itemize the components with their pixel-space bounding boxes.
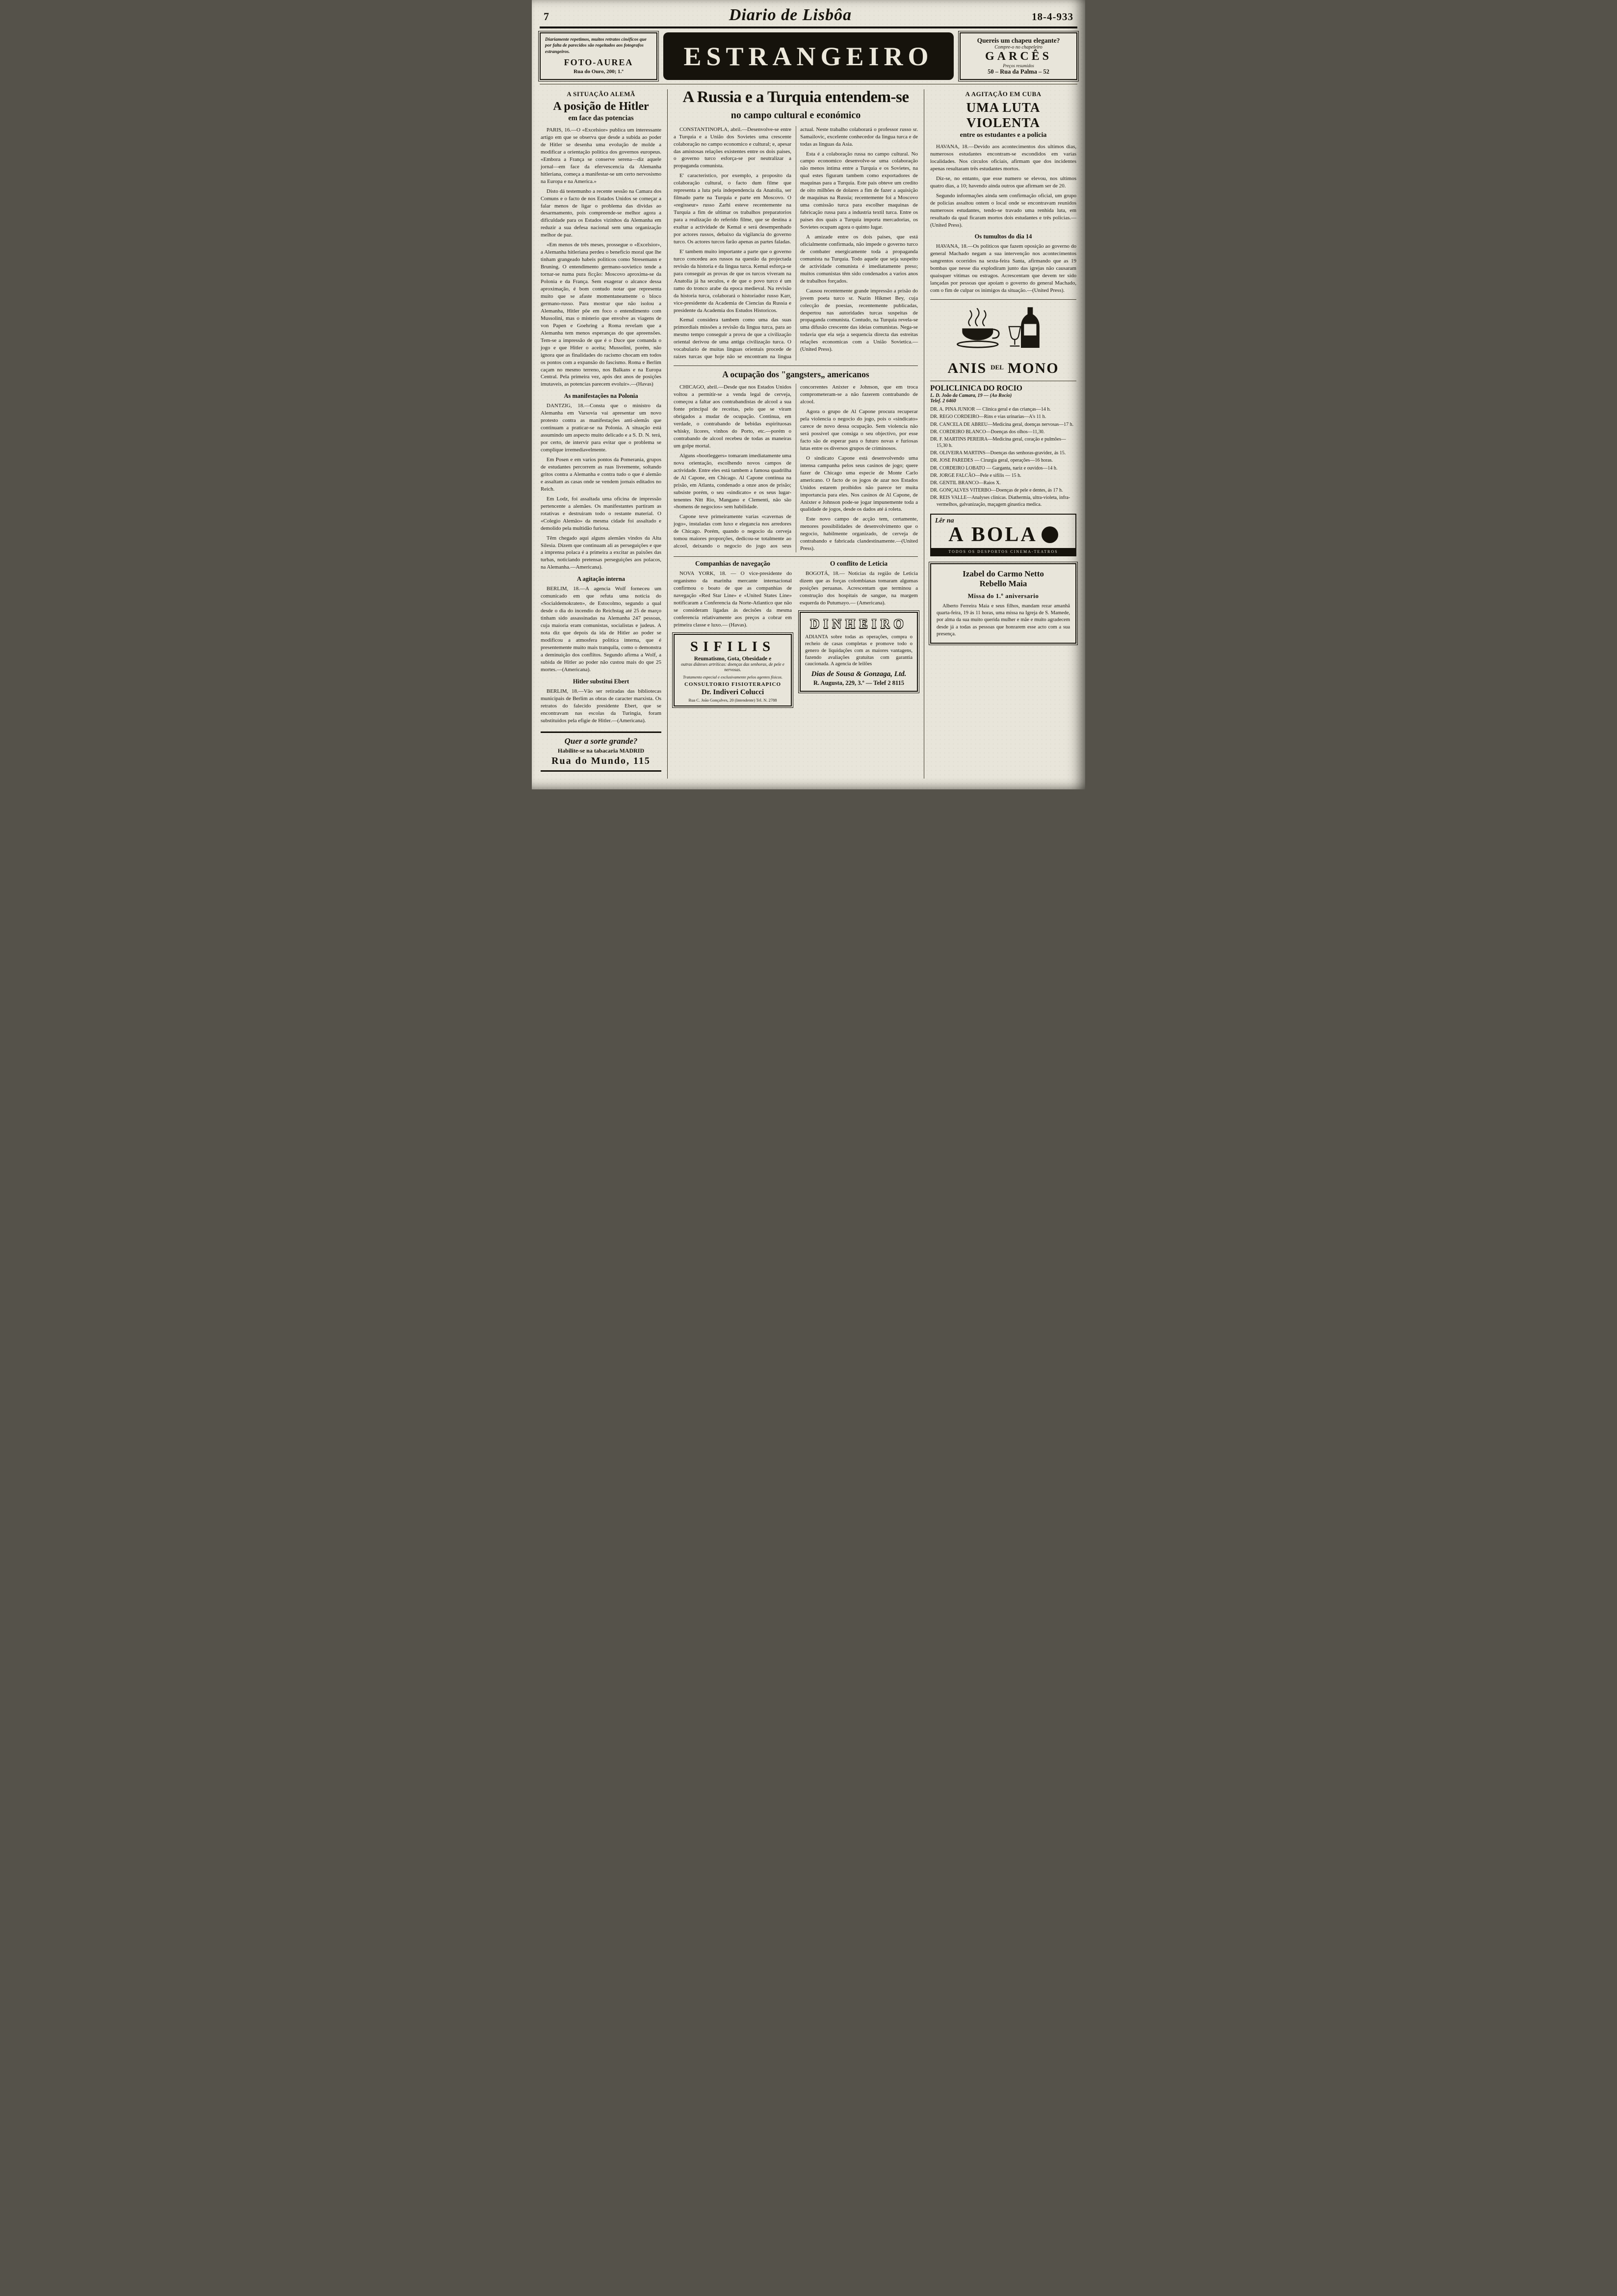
doctor-entry: DR. GONÇALVES VITERBO—Doenças de pele e dentes, ás 17 h.	[930, 488, 1063, 494]
ad-sifilis-doctor: Dr. Indiveri Colucci	[701, 688, 764, 697]
doctor-entry: DR. REIS VALLE—Analyses clinicas. Diathermia, ultra-violeta, infra-vermelhos, galvanização, maçagem ginastica medica.	[930, 495, 1070, 507]
main-headline: A Russia e a Turquia entendem-se	[682, 88, 909, 106]
ad-bola-tagline: TODOS OS DESPORTOS CINEMA-TEATROS	[931, 548, 1075, 555]
paragraph: Alguns «bootleggers» tomaram imediatamente uma nova orientação, escolhendo novos campos de actividade. Entre eles está tambem a famosa quadrilha de Al Capone, em Chicago. Al Capone continua na prisão, em Atlanta, condenado a onze anos de prisão; subsiste porém, o seu «sindicato» e os seus lugar-tenentes Nitt Rio, Mangano e Clementi, não são «homens de negocios» sem habilidade.	[674, 452, 791, 510]
paragraph: PARIS, 16.—O «Excelsior» publica um interessante artigo em que se observa que desde a subida ao poder de Hitler se desenha uma evolução de molde a modificar a orientação politica dos governos europeus. «Embora a França se conserve serena—diz aquele jornal—em face da efervescencia da Alemanha hitleriana, começa a manifestar-se um certo nervosismo na Europa e na America.»	[541, 127, 661, 184]
ad-sifilis-line3: Tratamento especial e exclusivamente pelos agentes físicos.	[682, 675, 783, 680]
ad-sifilis-address: Rua C. João Gonçalves, 20 (Intendente) Tel. N. 2788	[688, 698, 777, 703]
doctor-entry: DR. OLIVEIRA MARTINS—Doenças das senhoras-gravidez, ás 15.	[930, 450, 1066, 456]
paragraph: CONSTANTINOPLA, abril.—Desenvolve-se entre a Turquia e a União dos Sovietes uma crescente colaboração no campo economico e cultural; e, apesar das amistosas relações existentes entre os dois paises, o governo turco esforça-se por neutralizar a propaganda comunista.	[674, 126, 791, 169]
doctor-entry: DR. JOSE PAREDES — Cirurgia geral, operações—16 horas.	[930, 458, 1053, 464]
ad-sifilis-title: SIFILIS	[690, 638, 776, 654]
doctor-entry: DR. CANCELA DE ABREU—Medicina geral, doenças nervosas—17 h.	[930, 421, 1074, 427]
ad-foto-aurea-address: Rua do Ouro, 200; 1.º	[574, 69, 624, 75]
ad-foto-aurea-blurb: Diariamente repetimos, muitos retratos cinéficos que por falta de parecidos são regeitados aos fotografos estrangeiros.	[545, 37, 647, 54]
right-headline: UMA LUTA VIOLENTA	[966, 100, 1041, 130]
ad-madrid-line3: Rua do Mundo, 115	[551, 755, 651, 766]
paragraph: E' caracteristico, por exemplo, a proposito da colaboração cultural, o facto dum filme que representa a luta pela independencia da Anatolia, ser filmado parte na Turquia e parte em Moscovo. O «regisseur» russo Zarhi esteve recentemente na Turquia a fim de ultimar os trabalhos preparatorios para a realização do referido filme, que se destina a exaltar a actividade de Kemal e será desempenhado por actores russos, debaixo da vigilancia do governo turco. Os actores turcos farão apenas as partes faladas.	[674, 173, 791, 245]
mass-notice-name-line1: Izabel do Carmo Netto	[963, 569, 1044, 578]
doctor-entry: DR. A. PINA JUNIOR — Clinica geral e das crianças—14 h.	[930, 407, 1051, 413]
ball-icon	[1042, 526, 1058, 543]
doctor-entry: DR. REGO CORDEIRO—Rins e vias urinarias—A's 11 h.	[930, 414, 1046, 420]
mass-notice-body: Alberto Ferreira Maia e seus filhos, mandam rezar amanhã quarta-feira, 19 ás 11 horas, uma missa na Igreja de S. Mamede, por alma da sua muito querida mulher e mãe e muito agradecem desde já a todas as pessoas que honrarem esse acto com a sua presença.	[937, 603, 1070, 637]
paragraph: Em Lodz, foi assaltada uma oficina de impressão pertencente a alemães. Os manifestantes partiram as rotativas e destruiram todo o restante material. O «Colegio Alemão» da mesma cidade foi assaltado e demolido pela multidão furiosa.	[541, 496, 661, 531]
paragraph: Diz-se, no entanto, que esse numero se elevou, nos ultimos quatro dias, a 10; havendo ainda outros que afirmam ser de 20.	[930, 175, 1076, 189]
doctor-list	[930, 406, 1076, 508]
anis-word-3: MONO	[1007, 360, 1059, 377]
paragraph: DANTZIG, 18.—Consta que o ministro da Alemanha em Varsovia vai apresentar um novo protesto contra as manifestações anti-alemãs que continuam a praticar-se na Polonia. A situação está assumindo um aspecto muito delicado e a S. D. N. terá, por certo, de intervir para evitar que o problema se complique irremediavelmente.	[541, 403, 661, 453]
anis-word-1: ANIS	[947, 360, 987, 377]
header-band	[540, 32, 1077, 80]
right-kicker: A AGITAÇÃO EM CUBA	[965, 90, 1042, 98]
gangsters-headline: A ocupação dos "gangsters„ americanos	[674, 365, 918, 380]
doctor-entry: DR. GENTIL BRANCO—Raios X.	[930, 480, 1001, 486]
left-section1-title: As manifestações na Polonia	[564, 392, 638, 400]
ad-madrid-line2: Habilite-se na tabacaria MADRID	[557, 747, 645, 754]
paragraph: CHICAGO, abril.—Desde que nos Estados Unidos voltou a permitir-se a venda legal de cerveja, começou a faltar aos contrabandistas de alcool a sua fonte principal de receitas, pelo que se viram obrigados a mudar de ocupação. Continua, em verdade, o contrabando de bebidas espirituosas whisky, licores, vinhos do Porto, etc.—porém o contrabando de alcool recebeu de todas as maneiras um golpe mortal.	[674, 384, 791, 449]
paragraph: A amizade entre os dois paises, que está oficialmente confirmada, não impede o governo turco de combater energicamente toda a propaganda comunista na Turquia. Todo aquele que seja suspeito de actividade comunista é imediatamente preso; muitos comunistas têm sido condenados a varios anos de trabalhos forçados.	[800, 234, 918, 284]
ad-garces-line1: Quereis um chapeu elegante?	[977, 37, 1060, 44]
paragraph: BERLIM, 18.—Vão ser retiradas das bibliotecas municipais de Berlim as obras de caracter marxista. Os retratos do falecido presidente Ebert, que se encontravam nas escolas da Turingia, foram substituidos pela efigie de Hitler.—(Americana).	[541, 688, 661, 724]
left-kicker: A SITUAÇÃO ALEMÃ	[567, 90, 635, 98]
left-headline: A posição de Hitler	[553, 100, 649, 113]
right-subhead: entre os estudantes e a policia	[960, 131, 1047, 139]
ad-bola-name: A BOLA	[948, 523, 1038, 546]
gangsters-article-body	[674, 384, 918, 552]
ad-dinheiro-name: Dias de Sousa & Gonzaga, Ltd.	[811, 670, 907, 678]
columns	[540, 89, 1077, 779]
ad-dinheiro-address: R. Augusta, 229, 3.º — Telef 2 8115	[813, 679, 905, 687]
ad-dinheiro-title: DINHEIRO	[810, 616, 908, 631]
anis-illustration	[952, 304, 1055, 357]
paragraph: BERLIM, 18.—A agencia Wolf forneceu um comunicado em que refuta uma noticia do «Socialdemokraten», de Estocolmo, segundo a qual desde o dia do incendio do Reichstag até 25 de março tinham sido assassinadas na Alemanha 247 pessoas, cuja maioria eram comunistas, socialistas e judeus. A nota diz que depois da ida de Hitler ao poder se modificou a atmosfera politica interna, que é presentemente muito mais tranquila, como o demonstra a deminuição dos conflitos. Segundo afirma a Wolf, a subida de Hitler ao poder não custou mais do que 25 mortes.—(Americana).	[541, 586, 661, 673]
anis-word-2: DEL	[991, 364, 1004, 371]
column-center	[667, 89, 924, 779]
ad-sifilis-line4: CONSULTORIO FISIOTERAPICO	[684, 681, 782, 688]
mass-notice-name-line2: Rebello Maia	[979, 578, 1027, 588]
cup-shape	[962, 329, 993, 340]
doctor-entry: DR. CORDEIRO LOBATO — Garganta, nariz e ouvidos—14 h.	[930, 465, 1058, 471]
paragraph: BOGOTÁ, 18.— Noticias da região de Leticia dizem que as forças colombianas tomaram algumas posições peruanas. Acrescentam que terminou a construção dos hospitais de sangue, na margem esquerda do Putumayo.— (Americana).	[800, 571, 918, 606]
paragraph: HAVANA, 18.—Devido aos acontecimentos dos ultimos dias, numerosos estudantes encontram-se escondidos em varias localidades. Nos circulos oficiais, afirmam que dos incidentes apenas resultaram três estudantes mortos.	[930, 144, 1076, 172]
ad-foto-aurea-name: FOTO-AUREA	[564, 57, 633, 68]
doctor-entry: DR. JORGE FALCÃO—Pele e sifilis — 15 h.	[930, 472, 1021, 478]
left-section2-title: A agitação interna	[577, 575, 625, 583]
main-deck: no campo cultural e económico	[730, 109, 861, 121]
ad-foto-aurea	[540, 32, 657, 80]
paragraph: «Em menos de três meses, prossegue o «Excelsior», a Alemanha hitleriana perdeu o beneficio moral que lhe tinham grangeado habeis politicos como Stresemann e Bruning. O entendimento germano-sovietico tende a tornar-se numa pura ficção: Moscovo aproxima-se da Polonia e da França. Sem exagerar o alcance dessa aproximação, é bom contudo notar que representa muito que se afaste momentaneamente o bloco germano-russo. Para mostrar que não isolou a Alemanha, Hitler põe em foco o entendimento com Mussolini, mas o misterio que envolve as viagens de von Papen e Goehring a Roma revelam que a Alemanha tem menos esperanças do que apreensões. Tem-se a impressão de que é o Duce que comanda o jogo e que Hitler o aceita; Mussolini, porém, não ignora que as finalidades do racismo chocam em todos os pontos com a expansão do fascismo. Roma e Berlim caçam no mesmo terreno, nos Balkans e na Europa Central. Pela primeira vez, após dez anos de posições imutaveis, as potencias parecem evoluir».—(Havas)	[541, 242, 661, 388]
ad-bola-lead: Lêr na	[935, 517, 954, 524]
leticia-title: O conflito de Leticia	[830, 560, 888, 568]
newspaper-page	[532, 0, 1085, 789]
ad-sifilis	[674, 634, 792, 706]
paragraph: NOVA YORK, 18. — O vice-presidente do organismo da marinha mercante internacional confirmou o boato de que as companhias de navegação «Red Star Line» e «United States Line» notificaram a Conferencia da Norte-Atlantico que não se consideram ligadas ás decisões da mesma conferencia relativamente aos preços a cobrar em primeira classe e luxo.— (Havas).	[674, 571, 792, 628]
navigation-article	[674, 560, 792, 706]
paragraph: O sindicato Capone está desenvolvendo uma intensa campanha pelos seus casinos de jogo; quere fazer de Chicago uma especie de Monte Carlo americano. O facto de os jogos de azar nos Estados Unidos estarem proibidos não parece ter muita importancia para eles. Nos casinos de Al Capone, de Anixter e Johnson pode-se jogar impunemente toda a qualidade de jogos, desde os dados até á roleta.	[800, 455, 918, 513]
paragraph: E' tambem muito importante a parte que o governo turco concedeu aos russos na questão da projectada revisão da historia e da lingua turca. Kemal esforça-se para conseguir as provas de que os turcos viveram na Anatolia já ha seculos, e de que o povo turco é um ramo do tronco arabe da epoca medieval. Na revisão da historia turca, colaborará o historiador russo Karr, vice-presidente da Academia de Ciencias da Russia e presidente da Academia dos Estudos Historicos.	[674, 248, 791, 313]
navigation-title: Companhias de navegação	[695, 560, 770, 568]
page-number: 7	[544, 10, 549, 23]
column-right	[924, 89, 1077, 779]
ad-sifilis-line1: Reumatismo, Gota, Obesidade e	[694, 655, 772, 662]
doctor-entry: DR. CORDEIRO BLANCO—Doenças dos olhos—11,30.	[930, 429, 1045, 435]
policlinica-title: POLICLINICA DO ROCIO	[930, 384, 1022, 393]
paragraph: HAVANA, 18.—Os politicos que fazem oposição ao governo do general Machado negam a sua intervenção nos acontecimentos sangrentos ocorridos na sexta-feira Santa, afirmando que as 19 bombas que nesse dia explodiram junto das igrejas não causaram quaisquer vitimas ou estragos. Acrescentam que devem ter sido lançadas por pessoas que apoiam o governo do general Machado, com o fim de culpar os inimigos da situação.—(United Press).	[930, 243, 1076, 294]
leticia-article	[800, 560, 918, 706]
ad-anis-del-mono	[930, 299, 1076, 377]
ad-garces-line3: Preços resumidos	[1003, 63, 1034, 68]
paragraph: Em Posen e em varios pontos da Pomerania, grupos de estudantes percorrem as ruas livremente, soltando gritos contra a Alemanha e contra tudo o que é alemão e assaltam as casas onde se vendem jornais editados no Reich.	[541, 457, 661, 492]
masthead-rule	[540, 26, 1077, 28]
mass-notice-title: Missa do 1.º aniversario	[967, 592, 1039, 600]
ad-garces-line2: Compre-o no chapeleiro	[994, 45, 1043, 50]
paragraph: Capone teve primeiramente varias «cavernas de jogo», instaladas com luxo e elegancia nos arredores de Chicago. Porém, quando o negocio da cerveja tomou maiores proporções, dedicou-se totalmente ao alcool, deixando o negocio do jogo aos seus concorrentes Anixter e Johnson, que em troca comprometeram-se a não fazerem contrabando de alcool.	[674, 384, 918, 549]
column-left	[540, 89, 667, 779]
ad-a-bola	[930, 514, 1076, 556]
paragraph: Kemal considera tambem como uma das suas primordiais missões a revisão da lingua turca, para ao mesmo tempo conseguir a prova de que a civilização oriental derivou de uma antiga civilização turca. O vocabulario de muitas linguas orientais procede de raizes turcas que hoje não se encontram na lingua actual. Neste trabalho colaborará o professor russo sr. Samailovic, excelente conhecedor da lingua turca e de todas as linguas da Asia.	[674, 126, 918, 360]
paragraph: Têm chegado aqui alguns alemães vindos da Alta Silesia. Dizem que continuam ali as perseguições e que a imprensa polaca é a primeira a excitar as paixões das turbas, noticiando pretensas perseguições aos polacos, na Alemanha.—Americana).	[541, 535, 661, 571]
section-banner-estrangeiro	[663, 32, 954, 80]
doctor-entry: DR. F. MARTINS PEREIRA—Medicina geral, coração e pulmões—15,30 h.	[930, 436, 1066, 449]
issue-date: 18-4-933	[1032, 11, 1073, 23]
ad-garces-name: GARCÊS	[985, 50, 1052, 63]
ad-madrid-line1: Quer a sorte grande?	[564, 736, 638, 746]
paragraph: Causou recentemente grande impressão a prisão do jovem poeta turco sr. Nazin Hikmet Bey, cuja colecção de poesias, recentemente publicadas, despertou nas autoridades turcas suspeitas de propaganda comunista. Contudo, na Turquia revela-se uma difusão crescente das ideias comunistas. Nega-se todavia que ela seja a sequencia directa das estreitas relações economicas com a União Sovietica.—(United Press).	[800, 287, 918, 353]
tumultos-title: Os tumultos do dia 14	[974, 233, 1032, 240]
ad-anis-name	[930, 360, 1076, 377]
left-subhead: em face das potencias	[568, 114, 634, 122]
ad-sifilis-line2: outras diáteses artríticas: doenças das senhoras, de pele e nervosas.	[681, 661, 784, 673]
mass-notice	[930, 563, 1076, 644]
ad-bola-row	[935, 523, 1071, 547]
paragraph: Agora o grupo de Al Capone procura recuperar pela violencia o negocio do jogo, pois o «sindicato» carece de novo dessa ocupação. Sem violencia não será possivel que consiga o seu objectivo, por esse facto são de esperar para o futuro novas e furiosas lutas entre os diversos grupos de criminosos.	[800, 409, 918, 451]
paragraph: Disto dá testemunho a recente sessão na Camara dos Comuns e o facto de nos Estados Unidos se começar a falar menos de ligar o problema das dividas ao desarmamento, pois compreende-se melhor agora a dificuldade para os Estados vizinhos da Alemanha em reduzir a sua defesa nacional sem uma organização melhor de paz.	[541, 188, 661, 238]
glass-shape	[1009, 327, 1020, 339]
ad-dinheiro-body: ADIANTA sobre todas as operações, compra o recheio de casas completas e promove todo o genero de liquidações com as maiores vantagens, fazendo avaliações gratuitas com garantia caucionada. A agencia de leilões	[805, 634, 913, 667]
center-bottom	[674, 556, 918, 706]
masthead	[540, 6, 1077, 25]
ad-tabacaria-madrid	[541, 731, 661, 772]
policlinica-listing	[930, 381, 1076, 508]
paragraph: Este novo campo de acção tem, certamente, menores possibilidades de desenvolvimento que o negocio, habilmente organizado, de cerveja de contrabando e fabricada clandestinamente.—(United Press).	[800, 516, 918, 552]
main-article-body	[674, 126, 918, 361]
ad-garces	[960, 32, 1077, 80]
policlinica-phone: Telef. 2 6460	[930, 398, 956, 404]
ad-garces-address: 50 – Rua da Palma – 52	[988, 68, 1049, 75]
paper-title: Diario de Lisbôa	[729, 6, 852, 24]
ad-dinheiro	[800, 612, 918, 692]
policlinica-address: L. D. João da Camara, 19 — (Ao Rocio)	[930, 393, 1012, 399]
paragraph: Esta é a colaboração russa no campo cultural. No campo economico desenvolve-se uma colaboração não menos intima entre a Turquia e os Sovietes, na qual estes figuram tambem como exportadores de maquinas para a Turquia. Este pais obteve um credito de oito milhões de dolares a fim de fazer a aquisição de maquinas na Russia; recentemente foi a Moscovo uma comissão turca para escolher maquinas de fabricação russa para a industria textil turca. Entre os paises dos quais a Turquia importa mercadorias, os Sovietes ocupam agora o quinto lugar.	[800, 151, 918, 231]
paragraph: Segundo informações ainda sem confirmação oficial, um grupo de policias assaltou ontem o local onde se encontravam reunidos numerosos estudantes, tendo-se travado uma renhida luta, em resultado da qual ficaram mortos dois estudantes e três policias.—(United Press).	[930, 192, 1076, 228]
section-banner-label: ESTRANGEIRO	[683, 41, 934, 71]
left-section3-title: Hitler substitui Ebert	[573, 678, 629, 685]
